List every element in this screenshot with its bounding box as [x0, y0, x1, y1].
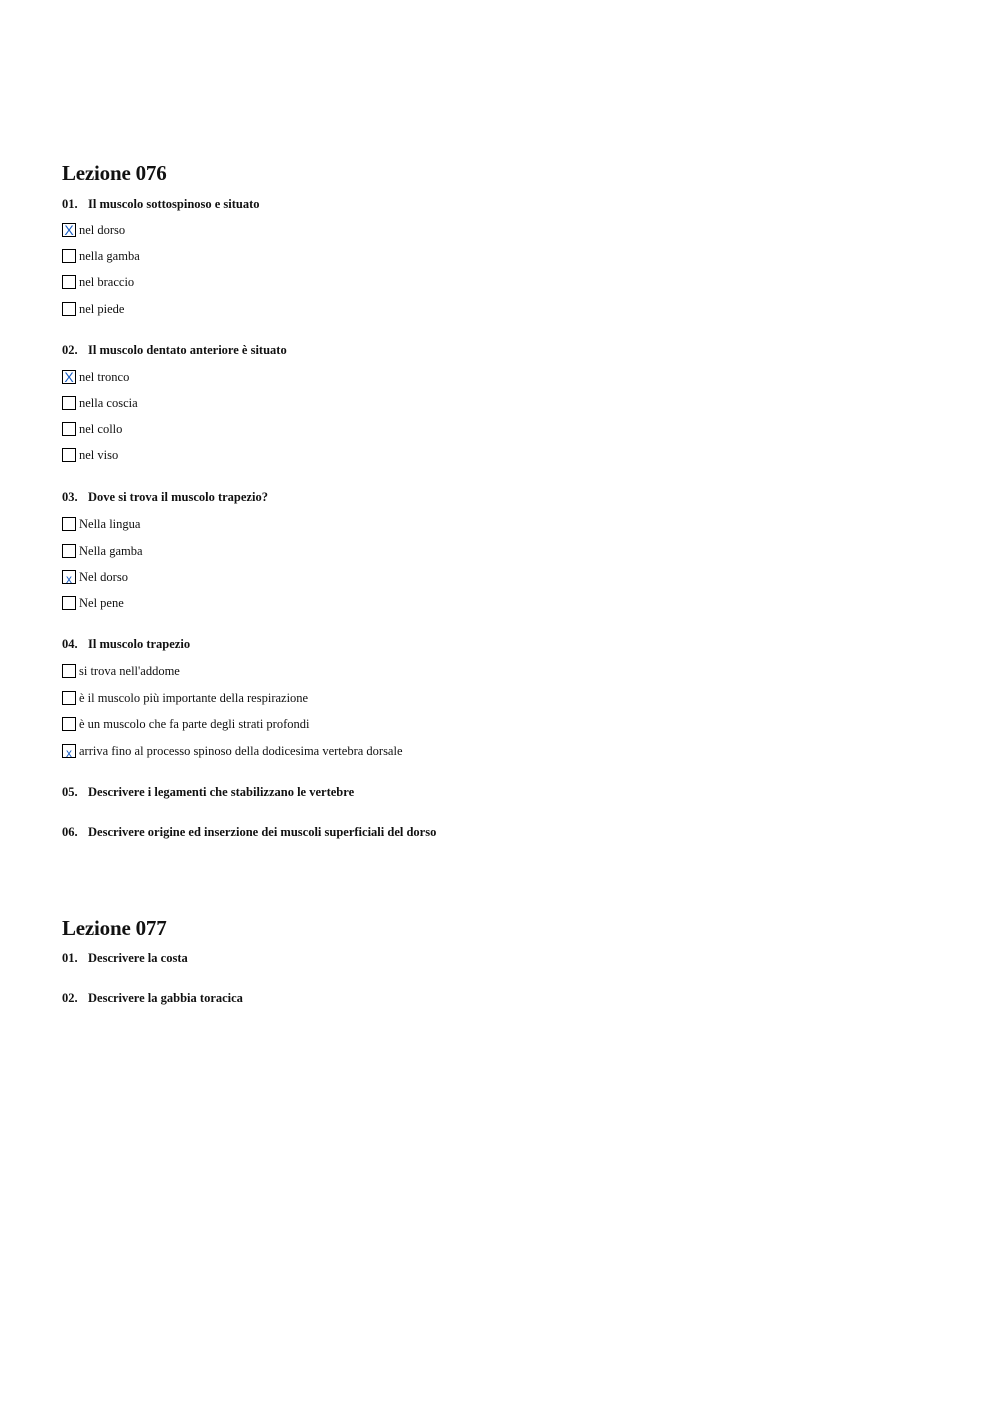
option-label: nel braccio: [79, 274, 135, 289]
question-text: Descrivere origine ed inserzione dei muscoli superficiali del dorso: [88, 825, 437, 839]
answer-option[interactable]: [62, 595, 124, 611]
checkbox[interactable]: [62, 422, 76, 436]
question-text: Il muscolo trapezio: [88, 637, 191, 651]
question-number: 02.: [62, 991, 78, 1005]
question-text: Descrivere la gabbia toracica: [88, 991, 243, 1005]
option-label: nel dorso: [79, 222, 126, 237]
lesson-title: Lezione 077: [62, 916, 167, 940]
checkbox[interactable]: [62, 370, 76, 384]
checkbox[interactable]: [62, 717, 76, 731]
checkbox[interactable]: [62, 275, 76, 289]
check-mark-icon: X: [64, 369, 74, 385]
question-heading: [62, 637, 190, 652]
check-mark-icon: x: [66, 572, 72, 586]
checkbox[interactable]: [62, 570, 76, 584]
option-label: Nel pene: [79, 595, 124, 610]
option-label: si trova nell'addome: [79, 663, 180, 678]
checkbox[interactable]: [62, 744, 76, 758]
option-label: Nella gamba: [79, 543, 143, 558]
option-label: nel viso: [79, 447, 119, 462]
answer-option[interactable]: [62, 569, 128, 585]
option-label: è un muscolo che fa parte degli strati profondi: [79, 716, 310, 731]
question-number: 04.: [62, 637, 78, 651]
answer-option[interactable]: [62, 516, 140, 532]
question-number: 03.: [62, 490, 78, 504]
question-number: 01.: [62, 951, 78, 965]
question-text: Descrivere i legamenti che stabilizzano le vertebre: [88, 785, 355, 799]
checkbox[interactable]: [62, 396, 76, 410]
question-heading: [62, 490, 268, 505]
question-text: Dove si trova il muscolo trapezio?: [88, 490, 268, 504]
question-text: Descrivere la costa: [88, 951, 188, 965]
question-heading: [62, 825, 436, 840]
question-heading: [62, 991, 243, 1006]
question-heading: [62, 785, 354, 800]
check-mark-icon: x: [66, 746, 72, 760]
checkbox[interactable]: [62, 302, 76, 316]
option-label: Nella lingua: [79, 516, 141, 531]
option-label: Nel dorso: [79, 569, 128, 584]
answer-option[interactable]: [62, 421, 122, 437]
answer-option[interactable]: [62, 716, 309, 732]
checkbox[interactable]: [62, 544, 76, 558]
option-label: è il muscolo più importante della respirazione: [79, 690, 309, 705]
option-label: nella gamba: [79, 248, 140, 263]
option-label: arriva fino al processo spinoso della dodicesima vertebra dorsale: [79, 743, 403, 758]
checkbox[interactable]: [62, 249, 76, 263]
answer-option[interactable]: [62, 447, 118, 463]
checkbox[interactable]: [62, 691, 76, 705]
answer-option[interactable]: [62, 222, 125, 238]
question-heading: [62, 197, 260, 212]
answer-option[interactable]: [62, 369, 129, 385]
checkbox[interactable]: [62, 664, 76, 678]
option-label: nel piede: [79, 301, 125, 316]
question-text: Il muscolo dentato anteriore è situato: [88, 343, 287, 357]
checkbox[interactable]: [62, 223, 76, 237]
answer-option[interactable]: [62, 395, 138, 411]
question-heading: [62, 951, 188, 966]
question-number: 06.: [62, 825, 78, 839]
answer-option[interactable]: [62, 248, 140, 264]
answer-option[interactable]: [62, 663, 180, 679]
answer-option[interactable]: [62, 301, 124, 317]
question-number: 02.: [62, 343, 78, 357]
checkbox[interactable]: [62, 448, 76, 462]
question-number: 01.: [62, 197, 78, 211]
answer-option[interactable]: [62, 543, 143, 559]
option-label: nella coscia: [79, 395, 138, 410]
question-text: Il muscolo sottospinoso e situato: [88, 197, 260, 211]
question-number: 05.: [62, 785, 78, 799]
question-heading: [62, 343, 287, 358]
answer-option[interactable]: [62, 743, 403, 759]
option-label: nel tronco: [79, 369, 130, 384]
answer-option[interactable]: [62, 690, 308, 706]
lesson-title: Lezione 076: [62, 161, 167, 185]
check-mark-icon: X: [64, 222, 74, 238]
option-label: nel collo: [79, 421, 123, 436]
checkbox[interactable]: [62, 596, 76, 610]
answer-option[interactable]: [62, 274, 134, 290]
checkbox[interactable]: [62, 517, 76, 531]
